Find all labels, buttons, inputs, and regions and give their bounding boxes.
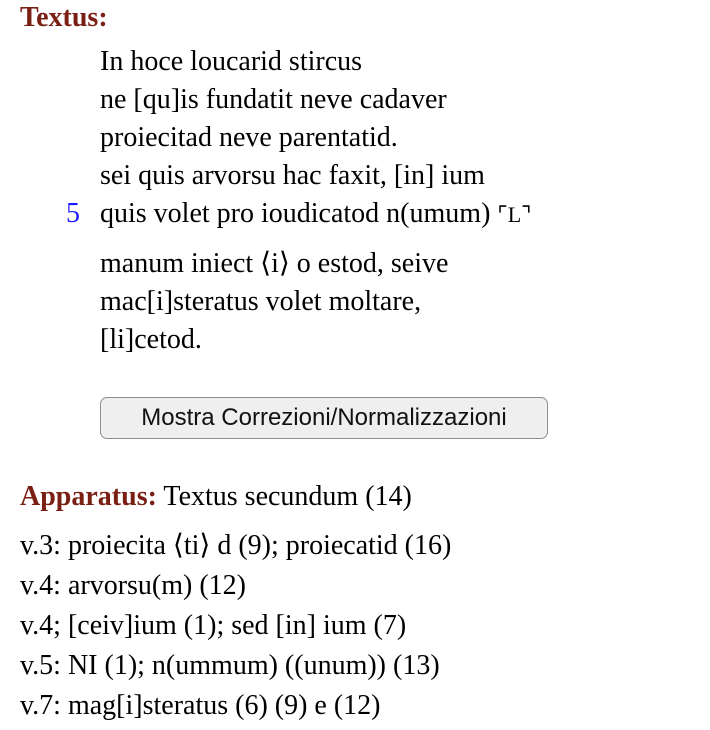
- apparatus-heading: [20, 481, 412, 513]
- apparatus-line: v.4: arvorsu(m) (12): [20, 570, 247, 601]
- text-line-content: [li]cetod.: [100, 324, 202, 355]
- apparatus-label: Apparatus:: [20, 481, 157, 512]
- apparatus-line: v.4; [ceiv]ium (1); sed [in] ium (7): [20, 610, 407, 641]
- text-line-content: In hoce loucarid stircus: [100, 46, 363, 77]
- text-line-content: ne [qu]is fundatit neve cadaver: [100, 84, 447, 115]
- text-line-content: manum iniect ⟨i⟩ o estod, seive: [100, 248, 449, 279]
- line-number: 5: [66, 198, 80, 229]
- show-corrections-button[interactable]: Mostra Correzioni/Normalizzazioni: [100, 397, 548, 439]
- text-line-content: mac[i]steratus volet moltare,: [100, 286, 422, 317]
- text-line-words: quis volet pro ioudicatod n(umum): [100, 198, 491, 229]
- apparatus-line: v.3: proiecita ⟨ti⟩ d (9); proiecatid (16): [20, 530, 452, 561]
- apparatus-line: v.7: mag[i]steratus (6) (9) e (12): [20, 690, 381, 721]
- text-line-content: [100, 195, 531, 234]
- text-line-content: proiecitad neve parentatid.: [100, 122, 398, 153]
- apparatus-line: v.5: NI (1); n(ummum) ((unum)) (13): [20, 650, 440, 681]
- textus-heading: Textus:: [20, 2, 108, 33]
- corner-bracket-mark: ⌜L⌝: [497, 202, 532, 227]
- apparatus-lines: [20, 526, 451, 726]
- text-line-content: sei quis arvorsu hac faxit, [in] ium: [100, 160, 485, 191]
- apparatus-subtitle: Textus secundum (14): [163, 481, 412, 512]
